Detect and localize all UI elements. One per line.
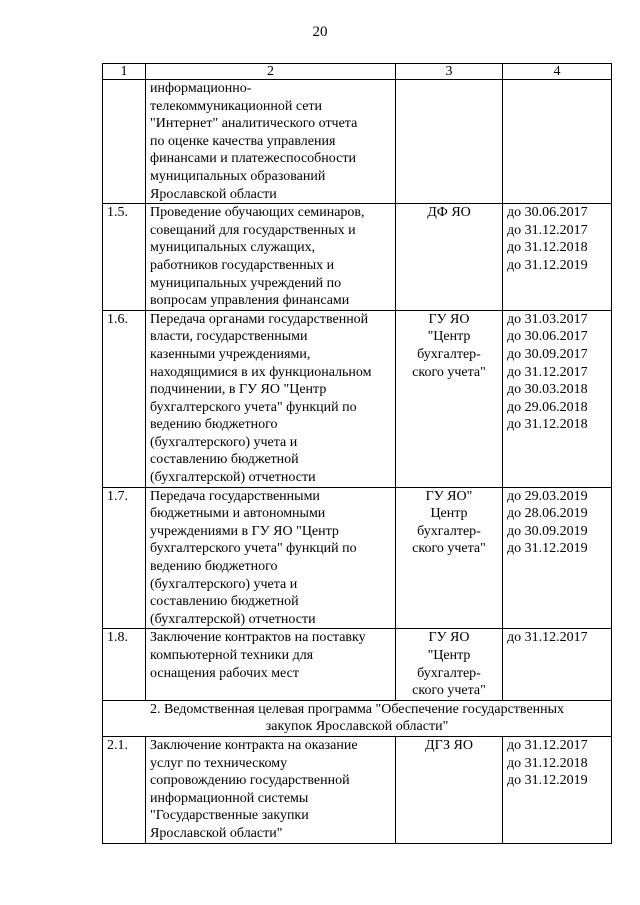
table-row	[103, 487, 612, 629]
measures-table	[102, 63, 612, 844]
measure-line: муниципальных служащих,	[150, 240, 316, 256]
measure-line: совещаний для государственных и	[150, 222, 356, 238]
measure-line: "Интернет" аналитического отчета	[150, 116, 358, 132]
measure-description	[146, 204, 396, 311]
table-body	[103, 80, 612, 844]
deadline-cell	[503, 204, 612, 311]
deadline-line: до 31.12.2018	[507, 417, 588, 433]
measure-line: сопровождению государственной	[150, 773, 350, 789]
deadline-line: до 28.06.2019	[507, 506, 588, 522]
measure-line: бухгалтерского учета" функций по	[150, 541, 357, 557]
executor-cell	[396, 310, 503, 487]
section-title-line: закупок Ярославской области"	[265, 719, 449, 735]
executor-cell	[396, 736, 503, 843]
deadline-line: до 29.03.2019	[507, 488, 588, 504]
measure-line: находящимися в их функциональном	[150, 364, 372, 380]
deadline-line: до 31.12.2018	[507, 755, 588, 771]
measure-line: оснащения рабочих мест	[150, 665, 299, 681]
measure-line: услуг по техническому	[150, 755, 288, 771]
executor-line: ГУ ЯО"	[425, 488, 473, 504]
measure-line: финансами и платежеспособности	[150, 151, 356, 167]
executor-cell	[396, 629, 503, 700]
measure-line: составлению бюджетной	[150, 452, 299, 468]
item-number: 1.8.	[103, 629, 146, 700]
measure-line: ведению бюджетного	[150, 417, 278, 433]
deadline-cell	[503, 736, 612, 843]
measure-line: учреждениями в ГУ ЯО "Центр	[150, 523, 339, 539]
deadline-line: до 30.09.2019	[507, 523, 588, 539]
executor-line: ГУ ЯО	[428, 311, 470, 327]
deadline-line: до 31.12.2018	[507, 240, 588, 256]
measure-line: муниципальных учреждений по	[150, 275, 342, 291]
column-header-measure: 2	[146, 64, 396, 80]
executor-line: бухгалтер-	[417, 523, 481, 539]
measure-description	[146, 736, 396, 843]
section-row	[103, 700, 612, 736]
measure-line: Ярославской области	[150, 186, 277, 202]
deadline-cell	[503, 629, 612, 700]
measure-line: информационно-	[150, 81, 252, 96]
measure-description	[146, 310, 396, 487]
measure-line: (бухгалтерской) отчетности	[150, 470, 316, 486]
deadline-cell	[503, 487, 612, 629]
measure-line: телекоммуникационной сети	[150, 98, 323, 114]
executor-line: ДГЗ ЯО	[425, 737, 473, 753]
deadline-line: до 30.06.2017	[507, 329, 588, 345]
executor-cell	[396, 80, 503, 204]
executor-cell	[396, 487, 503, 629]
executor-line: "Центр	[427, 648, 471, 663]
measure-line: подчинении, в ГУ ЯО "Центр	[150, 382, 327, 398]
deadline-line: до 30.03.2018	[507, 382, 588, 398]
executor-line: ского учета"	[412, 683, 486, 699]
deadline-line: до 31.12.2019	[507, 257, 588, 273]
deadline-line: до 30.09.2017	[507, 346, 588, 362]
deadline-line: до 31.12.2017	[507, 222, 588, 238]
executor-line: ГУ ЯО	[428, 630, 470, 646]
measure-line: Проведение обучающих семинаров,	[150, 205, 365, 221]
measure-line: муниципальных образований	[150, 168, 326, 184]
measure-line: власти, государственными	[150, 329, 308, 345]
deadline-line: до 31.12.2017	[507, 364, 588, 380]
measure-description	[146, 80, 396, 204]
deadline-cell	[503, 310, 612, 487]
table-row	[103, 80, 612, 204]
measure-line: компьютерной техники для	[150, 648, 314, 663]
item-number: 1.6.	[103, 310, 146, 487]
measure-line: информационной системы	[150, 790, 309, 806]
measure-line: Заключение контракта на оказание	[150, 737, 358, 753]
measure-line: "Государственные закупки	[150, 808, 309, 824]
measure-line: бюджетными и автономными	[150, 506, 326, 522]
table-header-row	[103, 64, 612, 80]
executor-line: ского учета"	[412, 364, 486, 380]
page-number: 20	[312, 24, 328, 40]
deadline-line: до 31.03.2017	[507, 311, 588, 327]
item-number	[103, 80, 146, 204]
deadline-line: до 31.12.2019	[507, 541, 588, 557]
measure-line: Заключение контрактов на поставку	[150, 630, 366, 646]
measure-line: (бухгалтерского) учета и	[150, 576, 298, 592]
measure-line: работников государственных и	[150, 257, 335, 273]
executor-line: бухгалтер-	[417, 665, 481, 681]
item-number: 1.5.	[103, 204, 146, 311]
measure-description	[146, 487, 396, 629]
column-header-number: 1	[103, 64, 146, 80]
table-row	[103, 629, 612, 700]
deadline-line: до 31.12.2019	[507, 773, 588, 789]
item-number: 2.1.	[103, 736, 146, 843]
measure-description	[146, 629, 396, 700]
measure-line: составлению бюджетной	[150, 594, 299, 610]
measure-line: Передача органами государственной	[150, 311, 369, 327]
table-row	[103, 310, 612, 487]
executor-line: ского учета"	[412, 541, 486, 557]
deadline-line: до 29.06.2018	[507, 399, 588, 415]
table-row	[103, 736, 612, 843]
measure-line: ведению бюджетного	[150, 559, 278, 575]
measure-line: (бухгалтерской) отчетности	[150, 611, 316, 627]
executor-cell	[396, 204, 503, 311]
executor-line: Центр	[430, 506, 468, 522]
executor-line: ДФ ЯО	[427, 205, 471, 221]
measure-line: бухгалтерского учета" функций по	[150, 399, 357, 415]
section-title	[103, 700, 612, 736]
column-header-executor: 3	[396, 64, 503, 80]
deadline-line: до 30.06.2017	[507, 205, 588, 221]
executor-line: бухгалтер-	[417, 346, 481, 362]
deadline-line: до 31.12.2017	[507, 630, 588, 646]
measure-line: (бухгалтерского) учета и	[150, 434, 298, 450]
measure-line: по оценке качества управления	[150, 133, 336, 149]
deadline-cell	[503, 80, 612, 204]
section-title-line: 2. Ведомственная целевая программа "Обеспечение государственных	[149, 701, 565, 717]
measure-line: Передача государственными	[150, 488, 320, 504]
measure-line: казенными учреждениями,	[150, 346, 311, 362]
item-number: 1.7.	[103, 487, 146, 629]
measure-line: Ярославской области"	[150, 825, 283, 841]
executor-line: "Центр	[427, 329, 471, 345]
column-header-deadline: 4	[503, 64, 612, 80]
table-row	[103, 204, 612, 311]
deadline-line: до 31.12.2017	[507, 737, 588, 753]
measure-line: вопросам управления финансами	[150, 293, 350, 309]
